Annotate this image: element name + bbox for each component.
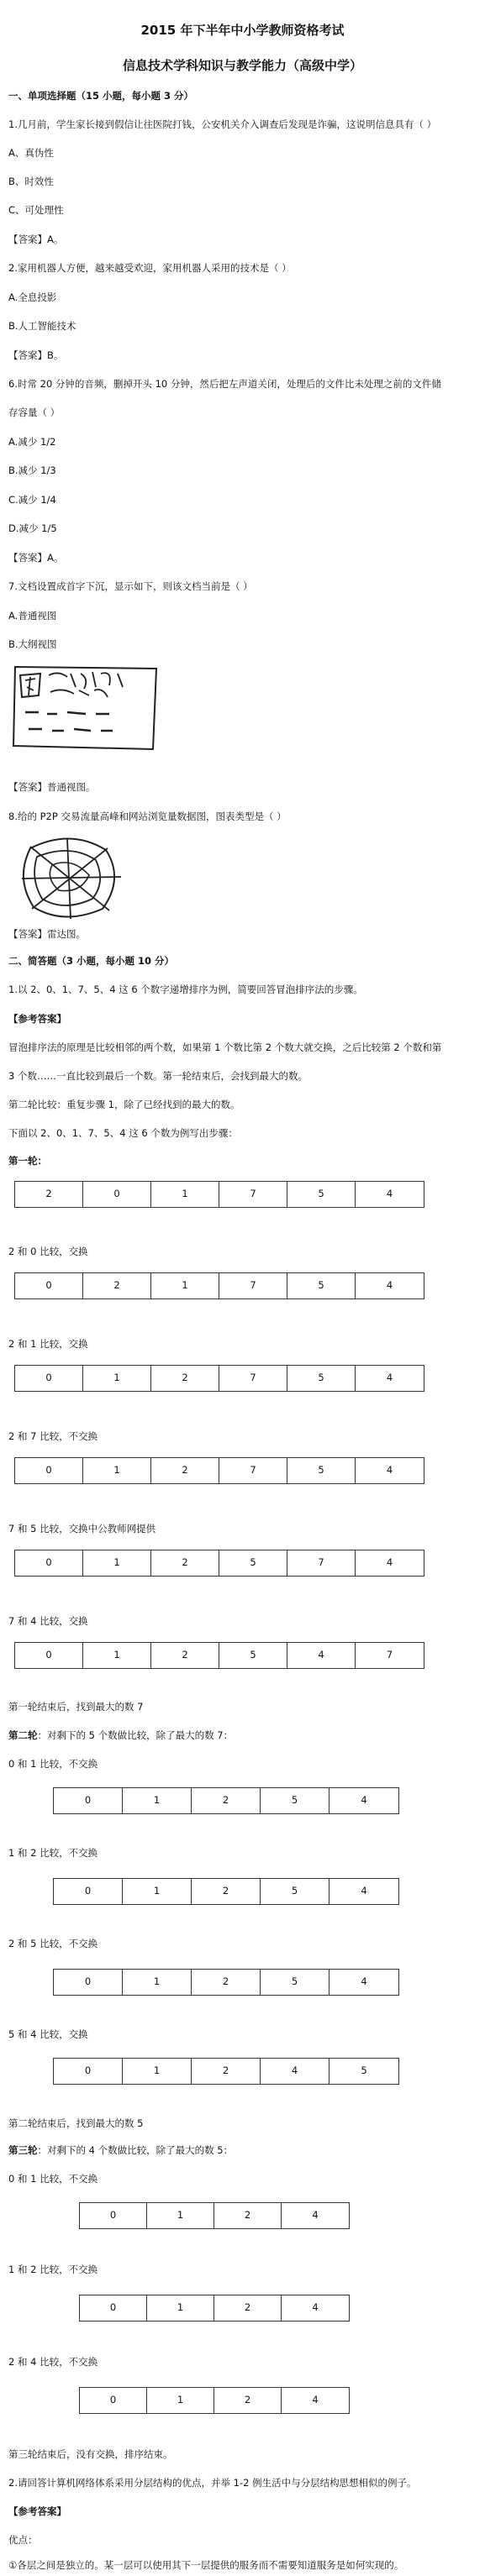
r2-step-label: 2 和 5 比较，不交换 (8, 1938, 98, 1949)
grid-cell: 1 (123, 1788, 192, 1813)
r1-grid-1 (14, 1272, 424, 1299)
grid-cell: 0 (54, 1970, 123, 1995)
round2-heading (8, 1727, 477, 1744)
grid-cell: 1 (83, 1366, 151, 1391)
document-title: 2015 年下半年中小学教师资格考试 (140, 23, 345, 38)
grid-cell: 4 (261, 2059, 329, 2084)
r3-step-label: 2 和 4 比较，不交换 (8, 2356, 98, 2368)
r3-grid-2 (79, 2387, 350, 2414)
q8-answer: 【答案】雷达图。 (8, 928, 86, 940)
grid-cell: 4 (386, 1279, 393, 1291)
grid-cell: 1 (147, 2295, 214, 2321)
grid-cell: 0 (54, 1879, 123, 1904)
section-heading-short-answer: 二、简答题（3 小题，每小题 10 分） (8, 955, 175, 967)
sa1-para3: 下面以 2、0、1、7、5、4 这 6 个数为例写出步骤： (8, 1127, 238, 1139)
r1-step-label: 2 和 7 比较，不交换 (8, 1430, 98, 1442)
grid-cell: 1 (147, 2388, 214, 2413)
round2-desc: ：对剩下的 5 个数做比较，除了最大的数 7： (37, 1729, 234, 1741)
round2-label: 第二轮 (8, 1729, 38, 1741)
sa1-para1-line1: 冒泡排序法的原理是比较相邻的两个数，如果第 1 个数比第 2 个数大就交换，之后比较第 2 个数和第 (8, 1041, 442, 1053)
grid-cell: 4 (386, 1464, 393, 1476)
document-subtitle: 信息技术学科知识与教学能力（高级中学） (122, 58, 362, 73)
grid-cell: 0 (15, 1458, 83, 1483)
sa2-stem: 2.请回答计算机网络体系采用分层结构的优点，并举 1-2 例生活中与分层结构思想相似的例子。 (8, 2477, 417, 2489)
q6-option-c: C.减少 1/4 (8, 494, 56, 506)
round1-heading: 第一轮： (8, 1155, 47, 1167)
q7-option-a: A.普通视图 (8, 610, 57, 622)
grid-cell: 2 (151, 1550, 219, 1576)
grid-cell: 7 (219, 1182, 287, 1207)
q1-option-b: B、时效性 (8, 176, 54, 187)
grid-cell: 2 (214, 2203, 282, 2228)
r1-step-label: 7 和 4 比较，交换 (8, 1615, 88, 1627)
grid-cell: 4 (312, 2209, 319, 2221)
r2-grid-2 (53, 1969, 399, 1996)
grid-cell: 1 (151, 1273, 219, 1298)
grid-cell: 0 (15, 1550, 83, 1576)
q7-answer: 【答案】普通视图。 (8, 781, 96, 793)
grid-cell: 0 (54, 2059, 123, 2084)
r3-step-label: 0 和 1 比较，不交换 (8, 2173, 98, 2185)
grid-cell: 0 (80, 2203, 147, 2228)
q8-stem: 8.给的 P2P 交易流量高峰和网站浏览量数据图，图表类型是（ ） (8, 811, 287, 822)
grid-cell: 5 (287, 1273, 356, 1298)
q6-stem-line1: 6.时常 20 分钟的音频，删掉开头 10 分钟，然后把左声道关闭，处理后的文件比未处理之前的文件储 (8, 378, 441, 390)
grid-cell: 4 (361, 1885, 367, 1897)
grid-cell: 1 (83, 1458, 151, 1483)
sa1-stem: 1.以 2、0、1、7、5、4 这 6 个数字递增排序为例，简要回答冒泡排序法的步骤。 (8, 984, 363, 995)
r2-end-note: 第二轮结束后，找到最大的数 5 (8, 2117, 144, 2129)
r3-grid-1 (79, 2295, 350, 2322)
grid-cell: 7 (287, 1550, 356, 1576)
grid-cell: 7 (219, 1458, 287, 1483)
sa1-para2: 第二轮比较：重复步骤 1，除了已经找到的最大的数。 (8, 1099, 240, 1110)
grid-cell: 1 (83, 1643, 151, 1668)
grid-cell: 0 (54, 1788, 123, 1813)
section-heading-choice: 一、单项选择题（15 小题，每小题 3 分） (8, 90, 194, 102)
q6-option-d: D.减少 1/5 (8, 522, 57, 534)
q7-stem: 7.文档设置成首字下沉，显示如下，则该文档当前是（ ） (8, 580, 253, 592)
grid-cell: 2 (192, 2059, 261, 2084)
q2-option-b: B.人工智能技术 (8, 320, 76, 332)
r3-grid-0 (79, 2202, 350, 2229)
grid-cell: 0 (15, 1643, 83, 1668)
grid-cell: 5 (261, 1788, 329, 1813)
grid-cell: 4 (312, 2394, 319, 2405)
r2-step-label: 0 和 1 比较，不交换 (8, 1758, 98, 1770)
grid-cell: 0 (15, 1366, 83, 1391)
grid-cell: 2 (192, 1788, 261, 1813)
radar-sketch-image (12, 832, 129, 926)
sa1-ref-label: 【参考答案】 (8, 1013, 66, 1025)
grid-cell: 1 (123, 1970, 192, 1995)
grid-cell: 2 (83, 1273, 151, 1298)
sa2-ref-label: 【参考答案】 (8, 2505, 66, 2517)
grid-cell: 4 (361, 1794, 367, 1806)
grid-cell: 4 (386, 1372, 393, 1383)
grid-cell: 0 (83, 1182, 151, 1207)
grid-cell: 1 (151, 1182, 219, 1207)
q1-option-a: A、真伪性 (8, 147, 54, 159)
grid-cell: 5 (219, 1550, 287, 1576)
grid-cell: 7 (219, 1366, 287, 1391)
grid-cell: 1 (83, 1550, 151, 1576)
q6-answer: 【答案】A。 (8, 552, 64, 564)
r1-grid-2 (14, 1365, 424, 1392)
grid-cell: 0 (15, 1273, 83, 1298)
grid-cell: 2 (214, 2295, 282, 2321)
grid-cell: 5 (261, 1879, 329, 1904)
r1-grid-5 (14, 1642, 424, 1669)
grid-cell: 5 (261, 1970, 329, 1995)
q6-option-a: A.减少 1/2 (8, 436, 56, 448)
r3-step-label: 1 和 2 比较，不交换 (8, 2264, 98, 2275)
grid-cell: 7 (219, 1273, 287, 1298)
grid-cell: 0 (80, 2295, 147, 2321)
grid-cell: 4 (312, 2301, 319, 2313)
round3-desc: ：对剩下的 4 个数做比较，除了最大的数 5： (37, 2144, 234, 2156)
r1-grid-3 (14, 1457, 424, 1484)
r3-end-note: 第三轮结束后，没有交换，排序结束。 (8, 2448, 173, 2460)
r2-step-label: 1 和 2 比较，不交换 (8, 1847, 98, 1859)
grid-cell: 2 (151, 1366, 219, 1391)
grid-cell: 2 (151, 1643, 219, 1668)
r1-grid-0 (14, 1181, 424, 1208)
q1-answer: 【答案】A。 (8, 233, 64, 245)
sa2-point-1: ①各层之间是独立的。某一层可以使用其下一层提供的服务而不需要知道服务是如何实现的。 (8, 2559, 404, 2571)
sa2-advantages-label: 优点： (8, 2534, 38, 2546)
grid-cell: 4 (287, 1643, 356, 1668)
grid-cell: 1 (147, 2203, 214, 2228)
grid-cell: 2 (151, 1458, 219, 1483)
grid-cell: 1 (123, 1879, 192, 1904)
q1-option-c: C、可处理性 (8, 204, 64, 216)
r1-step-label: 7 和 5 比较，交换中公教师网提供 (8, 1523, 156, 1535)
r1-end-note: 第一轮结束后，找到最大的数 7 (8, 1701, 144, 1713)
q7-option-b: B.大纲视图 (8, 638, 57, 650)
r2-grid-3 (53, 2058, 399, 2085)
grid-cell: 4 (386, 1188, 393, 1199)
grid-cell: 4 (386, 1556, 393, 1568)
dropcap-sketch-image (8, 662, 160, 757)
grid-cell: 5 (219, 1643, 287, 1668)
r2-grid-1 (53, 1878, 399, 1905)
grid-cell: 2 (192, 1970, 261, 1995)
sa1-para1-line2: 3 个数……一直比较到最后一个数。第一轮结束后，会找到最大的数。 (8, 1070, 308, 1082)
grid-cell: 1 (123, 2059, 192, 2084)
grid-cell: 5 (287, 1366, 356, 1391)
q1-stem: 1.几月前，学生家长接到假信让往医院打钱，公安机关介入调查后发现是诈骗，这说明信息具有（ ） (8, 118, 437, 130)
grid-cell: 5 (287, 1182, 356, 1207)
grid-cell: 2 (214, 2388, 282, 2413)
grid-cell: 2 (15, 1182, 83, 1207)
r1-step-label: 2 和 0 比较，交换 (8, 1246, 88, 1257)
q6-option-b: B.减少 1/3 (8, 464, 56, 476)
q6-stem-line2: 存容量（ ） (8, 407, 61, 418)
r1-grid-4 (14, 1550, 424, 1577)
q2-answer: 【答案】B。 (8, 349, 64, 361)
round3-label: 第三轮 (8, 2144, 38, 2156)
r2-grid-0 (53, 1787, 399, 1814)
r1-step-label: 2 和 1 比较，交换 (8, 1338, 88, 1350)
grid-cell: 5 (287, 1458, 356, 1483)
round3-heading (8, 2142, 477, 2159)
grid-cell: 7 (386, 1649, 393, 1660)
grid-cell: 2 (192, 1879, 261, 1904)
q2-option-a: A.全息投影 (8, 291, 57, 303)
grid-cell: 0 (80, 2388, 147, 2413)
q2-stem: 2.家用机器人方便，越来越受欢迎，家用机器人采用的技术是（ ） (8, 262, 292, 274)
grid-cell: 4 (361, 1975, 367, 1987)
r2-step-label: 5 和 4 比较，交换 (8, 2028, 88, 2040)
grid-cell: 5 (361, 2064, 367, 2076)
